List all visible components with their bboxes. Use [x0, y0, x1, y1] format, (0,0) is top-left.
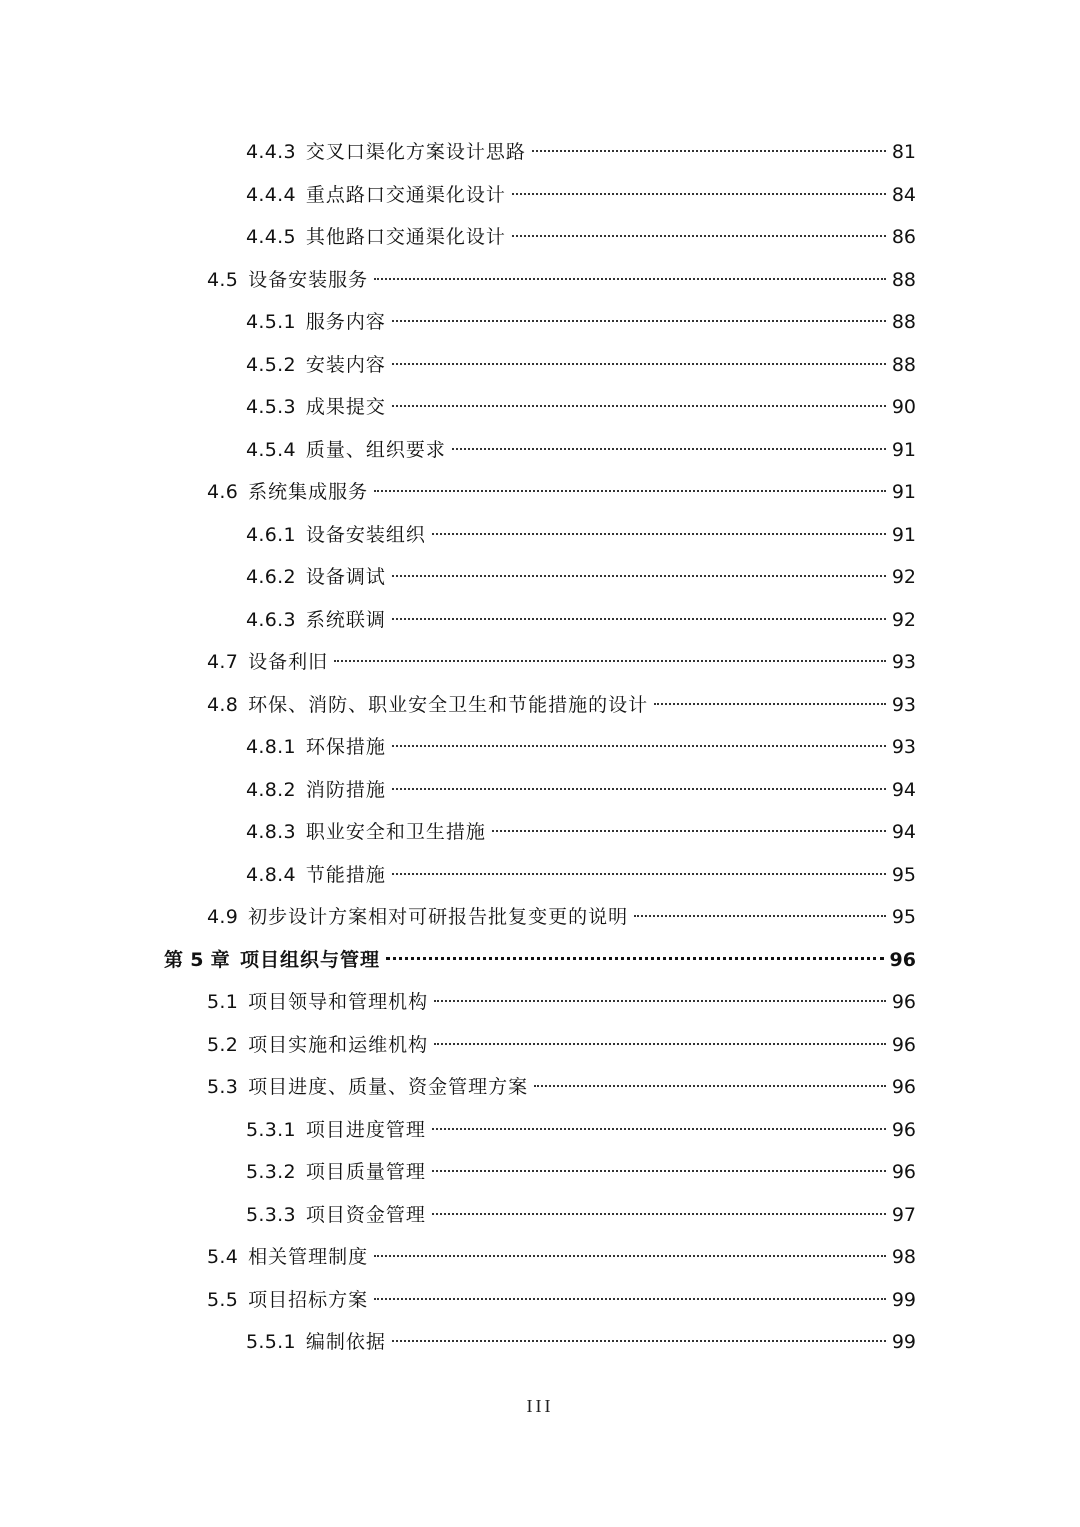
- dot-leader: [392, 362, 886, 365]
- toc-entry-page: 94: [891, 821, 916, 843]
- toc-entry[interactable]: [0, 386, 1080, 429]
- toc-entry-number: 5.3.1: [246, 1118, 296, 1141]
- toc-entry-number: 4.6.2: [246, 566, 296, 588]
- toc-entry-page: 81: [891, 141, 916, 163]
- toc-entry-page: 96: [891, 991, 916, 1013]
- toc-entry[interactable]: [0, 1151, 1080, 1194]
- dot-leader: [392, 744, 886, 747]
- dot-leader: [654, 702, 886, 705]
- toc-entry-page: 93: [891, 651, 916, 673]
- toc-entry-number: 5.4: [207, 1246, 239, 1268]
- toc-entry[interactable]: [0, 896, 1080, 939]
- toc-entry-title: 环保措施: [305, 736, 386, 758]
- dot-leader: [432, 1169, 886, 1172]
- toc-entry[interactable]: [0, 216, 1080, 259]
- toc-entry-title: 项目实施和运维机构: [248, 1033, 429, 1056]
- toc-entry[interactable]: [0, 1194, 1080, 1237]
- toc-entry[interactable]: [0, 641, 1080, 684]
- toc-entry-number: 4.4.3: [246, 141, 296, 163]
- toc-entry-title: 项目质量管理: [305, 1161, 426, 1183]
- toc-entry-number: 4.8.1: [246, 736, 296, 758]
- toc-entry-number: 4.8.4: [246, 863, 296, 886]
- dot-leader: [392, 319, 886, 322]
- toc-entry-title: 成果提交: [305, 396, 386, 418]
- dot-leader: [432, 1127, 886, 1130]
- toc-entry-number: 4.5.2: [246, 353, 296, 376]
- toc-entry-number: 4.5: [207, 268, 239, 291]
- toc-entry-number: 4.8.3: [246, 821, 296, 843]
- toc-entry-page: 99: [891, 1288, 916, 1311]
- toc-entry[interactable]: [0, 1109, 1080, 1152]
- toc-entry-page: 88: [891, 311, 916, 333]
- dot-leader: [512, 192, 886, 195]
- toc-entry-number: 第 5 章: [164, 948, 230, 971]
- toc-entry-title: 节能措施: [305, 863, 386, 886]
- toc-entry-page: 93: [891, 736, 916, 758]
- toc-entry[interactable]: [0, 854, 1080, 897]
- toc-entry-number: 4.5.3: [246, 396, 296, 418]
- toc-entry-title: 设备安装服务: [248, 268, 369, 291]
- toc-entry[interactable]: [0, 684, 1080, 727]
- toc-entry-number: 5.5: [207, 1288, 239, 1311]
- toc-entry[interactable]: [0, 981, 1080, 1024]
- toc-entry-page: 91: [891, 523, 916, 546]
- toc-entry-page: 88: [891, 353, 916, 376]
- toc-entry-title: 质量、组织要求: [305, 438, 446, 461]
- toc-entry-title: 设备安装组织: [305, 523, 426, 546]
- toc-entry-title: 消防措施: [305, 778, 386, 801]
- toc-entry[interactable]: [0, 769, 1080, 812]
- toc-entry-number: 5.2: [207, 1033, 239, 1056]
- toc-entry-title: 初步设计方案相对可研报告批复变更的说明: [248, 906, 629, 928]
- toc-entry-page: 86: [891, 226, 916, 248]
- toc-entry-title: 编制依据: [305, 1331, 386, 1353]
- toc-entry-number: 4.5.4: [246, 438, 296, 461]
- dot-leader: [374, 1297, 886, 1300]
- toc-entry-page: 96: [891, 1076, 916, 1098]
- dot-leader: [452, 447, 886, 450]
- toc-entry[interactable]: [0, 131, 1080, 174]
- dot-leader: [512, 234, 886, 237]
- toc-entry-title: 相关管理制度: [248, 1246, 369, 1268]
- toc-entry-title: 项目进度、质量、资金管理方案: [248, 1076, 529, 1098]
- toc-entry-page: 97: [891, 1203, 916, 1226]
- toc-entry-page: 96: [891, 1161, 916, 1183]
- dot-leader: [434, 1042, 886, 1045]
- toc-entry[interactable]: [0, 556, 1080, 599]
- toc-entry-number: 4.6.1: [246, 523, 296, 546]
- toc-entry-number: 5.1: [207, 991, 239, 1013]
- toc-entry-title: 项目进度管理: [305, 1118, 426, 1141]
- toc-entry-page: 96: [889, 948, 916, 971]
- toc-entry-number: 5.3: [207, 1076, 239, 1098]
- page-number: III: [526, 1396, 554, 1416]
- toc-entry-page: 92: [891, 608, 916, 631]
- toc-entry-page: 95: [891, 906, 916, 928]
- dot-leader: [392, 617, 886, 620]
- toc-entry-number: 5.3.2: [246, 1161, 296, 1183]
- toc-entry-title: 项目组织与管理: [239, 948, 380, 971]
- toc-entry[interactable]: [0, 1236, 1080, 1279]
- toc-entry[interactable]: [0, 471, 1080, 514]
- toc-entry-title: 重点路口交通渠化设计: [305, 183, 506, 206]
- toc-entry[interactable]: [0, 514, 1080, 557]
- toc-entry-number: 4.7: [207, 651, 239, 673]
- toc-entry-number: 4.6.3: [246, 608, 296, 631]
- dot-leader: [432, 1212, 886, 1215]
- toc-entry-title: 系统联调: [305, 608, 386, 631]
- toc-entry[interactable]: [0, 174, 1080, 217]
- toc-entry-page: 91: [891, 438, 916, 461]
- toc-entry-page: 88: [891, 268, 916, 291]
- toc-entry-page: 96: [891, 1033, 916, 1056]
- dot-leader: [392, 1339, 886, 1342]
- toc-entry-title: 交叉口渠化方案设计思路: [305, 141, 526, 163]
- toc-entry-number: 5.5.1: [246, 1331, 296, 1353]
- toc-entry[interactable]: [0, 599, 1080, 642]
- toc-entry[interactable]: [0, 726, 1080, 769]
- dot-leader: [432, 532, 886, 535]
- toc-entry-page: 92: [891, 566, 916, 588]
- toc-entry-title: 项目领导和管理机构: [248, 991, 429, 1013]
- toc-entry-page: 95: [891, 863, 916, 886]
- toc-entry-number: 4.4.4: [246, 183, 296, 206]
- toc-entry-page: 98: [891, 1246, 916, 1268]
- toc-entry-title: 环保、消防、职业安全卫生和节能措施的设计: [248, 693, 649, 716]
- toc-entry-number: 5.3.3: [246, 1203, 296, 1226]
- dot-leader: [374, 489, 886, 492]
- toc-entry[interactable]: [0, 259, 1080, 302]
- toc-entry-title: 项目资金管理: [305, 1203, 426, 1226]
- toc-entry-title: 安装内容: [305, 353, 386, 376]
- dot-leader: [392, 872, 886, 875]
- toc-entry[interactable]: [0, 429, 1080, 472]
- toc-entry[interactable]: [0, 344, 1080, 387]
- dot-leader: [532, 149, 886, 152]
- toc-entry-number: 4.8: [207, 693, 239, 716]
- dot-leader: [374, 1254, 886, 1257]
- toc-entry-title: 职业安全和卫生措施: [305, 821, 486, 843]
- dot-leader: [374, 277, 886, 280]
- toc-entry[interactable]: [0, 939, 1080, 982]
- toc-entry-number: 4.5.1: [246, 311, 296, 333]
- toc-entry-number: 4.8.2: [246, 778, 296, 801]
- toc-entry-number: 4.6: [207, 481, 239, 503]
- toc-entry-page: 91: [891, 481, 916, 503]
- toc-entry-page: 90: [891, 396, 916, 418]
- dot-leader: [392, 574, 886, 577]
- table-of-contents: [0, 131, 1080, 1364]
- toc-entry[interactable]: [0, 1321, 1080, 1364]
- toc-entry-page: 94: [891, 778, 916, 801]
- dot-leader: [392, 404, 886, 407]
- toc-entry-page: 84: [891, 183, 916, 206]
- toc-entry-page: 93: [891, 693, 916, 716]
- toc-entry-page: 99: [891, 1331, 916, 1353]
- toc-entry-number: 4.9: [207, 906, 239, 928]
- toc-entry-title: 其他路口交通渠化设计: [305, 226, 506, 248]
- toc-entry[interactable]: [0, 1279, 1080, 1322]
- dot-leader: [634, 914, 886, 917]
- dot-leader: [534, 1084, 886, 1087]
- toc-entry-page: 96: [891, 1118, 916, 1141]
- toc-entry-title: 服务内容: [305, 311, 386, 333]
- toc-entry[interactable]: [0, 1066, 1080, 1109]
- toc-entry[interactable]: [0, 301, 1080, 344]
- toc-entry-title: 设备调试: [305, 566, 386, 588]
- toc-entry-title: 系统集成服务: [248, 481, 369, 503]
- dot-leader: [392, 787, 886, 790]
- toc-entry-number: 4.4.5: [246, 226, 296, 248]
- dot-leader: [386, 956, 884, 960]
- dot-leader: [492, 829, 886, 832]
- toc-entry[interactable]: [0, 1024, 1080, 1067]
- toc-entry[interactable]: [0, 811, 1080, 854]
- toc-entry-title: 设备利旧: [248, 651, 329, 673]
- toc-entry-title: 项目招标方案: [248, 1288, 369, 1311]
- dot-leader: [334, 659, 886, 662]
- dot-leader: [434, 999, 886, 1002]
